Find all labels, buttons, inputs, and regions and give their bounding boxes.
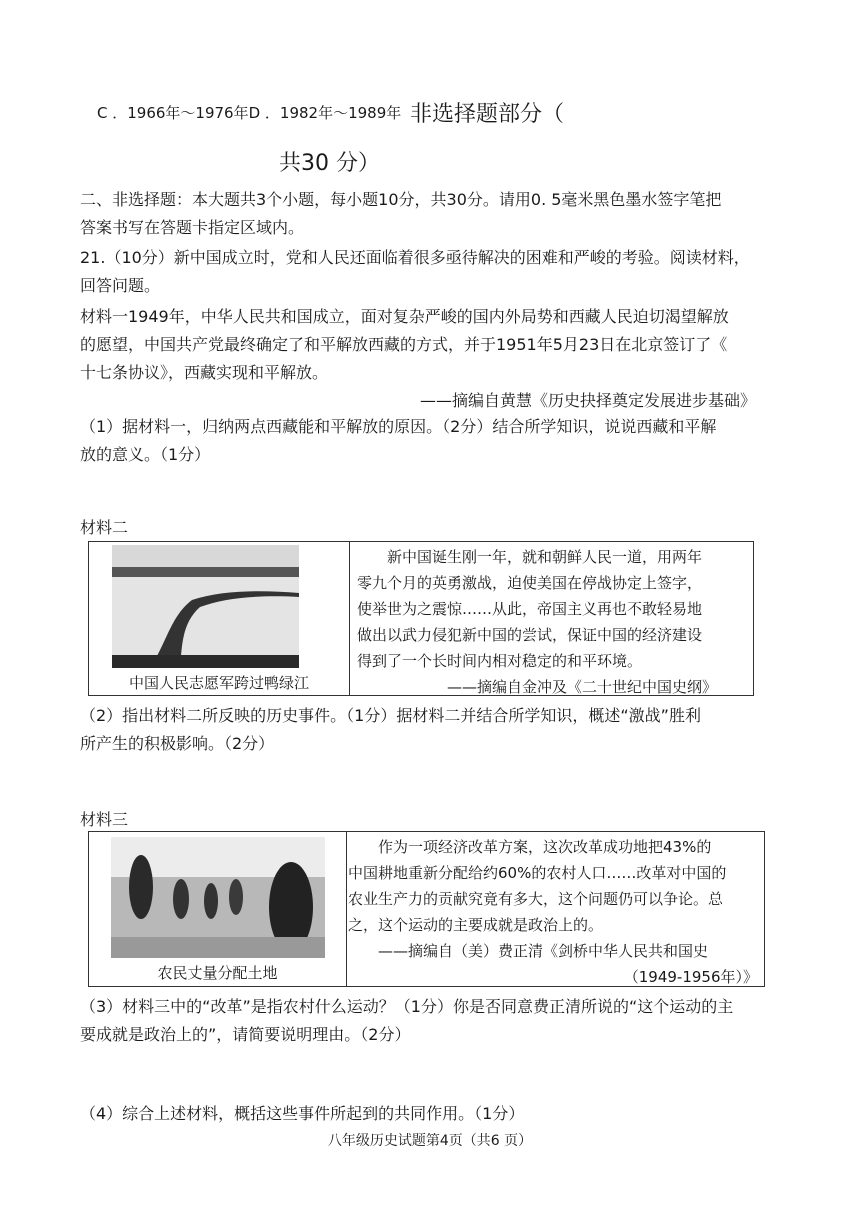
q3-line-2: 要成就是政治上的”，请简要说明理由。（2分） [80,1025,411,1044]
q1-line-1: （1）据材料一，归纳两点西藏能和平解放的原因。（2分）结合所学知识，说说西藏和平解 [80,417,717,436]
material3-text-line-2: 中国耕地重新分配给约60%的农村人口……改革对中国的 [348,864,727,882]
instructions-line-2: 答案书写在答题卡指定区域内。 [80,218,305,237]
material2-text-line-4: 做出以武力侵犯新中国的尝试，保证中国的经济建设 [357,626,703,644]
q2-line-1: （2）指出材料二所反映的历史事件。（1分）据材料二并结合所学知识，概述“激战”胜利 [80,706,701,725]
q2-line-2: 所产生的积极影响。（2分） [80,734,275,753]
material2-box [88,541,754,696]
q4: （4）综合上述材料，概括这些事件所起到的共同作用。（1分） [80,1104,525,1123]
instructions-line-1: 二、非选择题：本大题共3个小题，每小题10分，共30分。请用0. 5毫米黑色墨水签字笔把 [80,190,722,209]
q1-line-2: 放的意义。（1分） [80,445,211,464]
material2-caption: 中国人民志愿军跨过鸭绿江 [128,674,309,692]
material3-text [348,834,762,990]
q3-line-1: （3）材料三中的“改革”是指农村什么运动？（1分）你是否同意费正清所说的“这个运动的主 [80,997,734,1016]
material3-text-line-1: 作为一项经济改革方案，这次改革成功地把43%的 [378,838,712,856]
material3-box [88,831,765,987]
material3-label: 材料三 [80,810,129,829]
material3-source-1: ——摘编自（美）费正清《剑桥中华人民共和国史 [378,942,709,960]
section-title-cont: 共30 分） [279,151,380,176]
material2-text [357,544,747,700]
material3-text-line-3: 农业生产力的贡献究竟有多大，这个问题仍可以争论。总 [348,890,724,908]
material1-line-1: 材料一1949年，中华人民共和国成立，面对复杂严峻的国内外局势和西藏人民迫切渴望解放 [80,307,729,326]
yalu-river-photo [112,545,299,668]
material2-text-line-3: 使举世为之震惊……从此，帝国主义再也不敢轻易地 [357,600,703,618]
material3-caption: 农民丈量分配土地 [157,964,278,982]
material1-line-2: 的愿望，中国共产党最终确定了和平解放西藏的方式，并于1951年5月23日在北京签订了《 [80,335,728,354]
material2-text-line-1: 新中国诞生刚一年，就和朝鲜人民一道，用两年 [387,548,703,566]
option-line: C ．1966年～1976年D ．1982年～1989年 [97,104,402,122]
material3-text-line-4: 之，这个运动的主要成就是政治上的。 [348,916,604,934]
material2-label: 材料二 [80,518,129,537]
material2-text-line-2: 零九个月的英勇激战，迫使美国在停战协定上签字， [357,574,703,592]
material2-source: ——摘编自金冲及《二十世纪中国史纲》 [447,678,718,696]
material1-source: ——摘编自黄慧《历史抉择奠定发展进步基础》 [420,391,757,410]
land-measuring-photo [111,837,325,958]
material1-line-3: 十七条协议》，西藏实现和平解放。 [80,363,329,382]
section-title: 非选择题部分（ [410,102,565,127]
page-footer: 八年级历史试题第4页（共6 页） [327,1133,533,1149]
material2-text-line-5: 得到了一个长时间内相对稳定的和平环境。 [357,652,643,670]
q21-intro-1: 21.（10分）新中国成立时，党和人民还面临着很多亟待解决的困难和严峻的考验。阅读材料， [80,248,750,267]
material3-source-2: （1949-1956年）》 [623,968,758,986]
q21-intro-2: 回答问题。 [80,276,161,295]
